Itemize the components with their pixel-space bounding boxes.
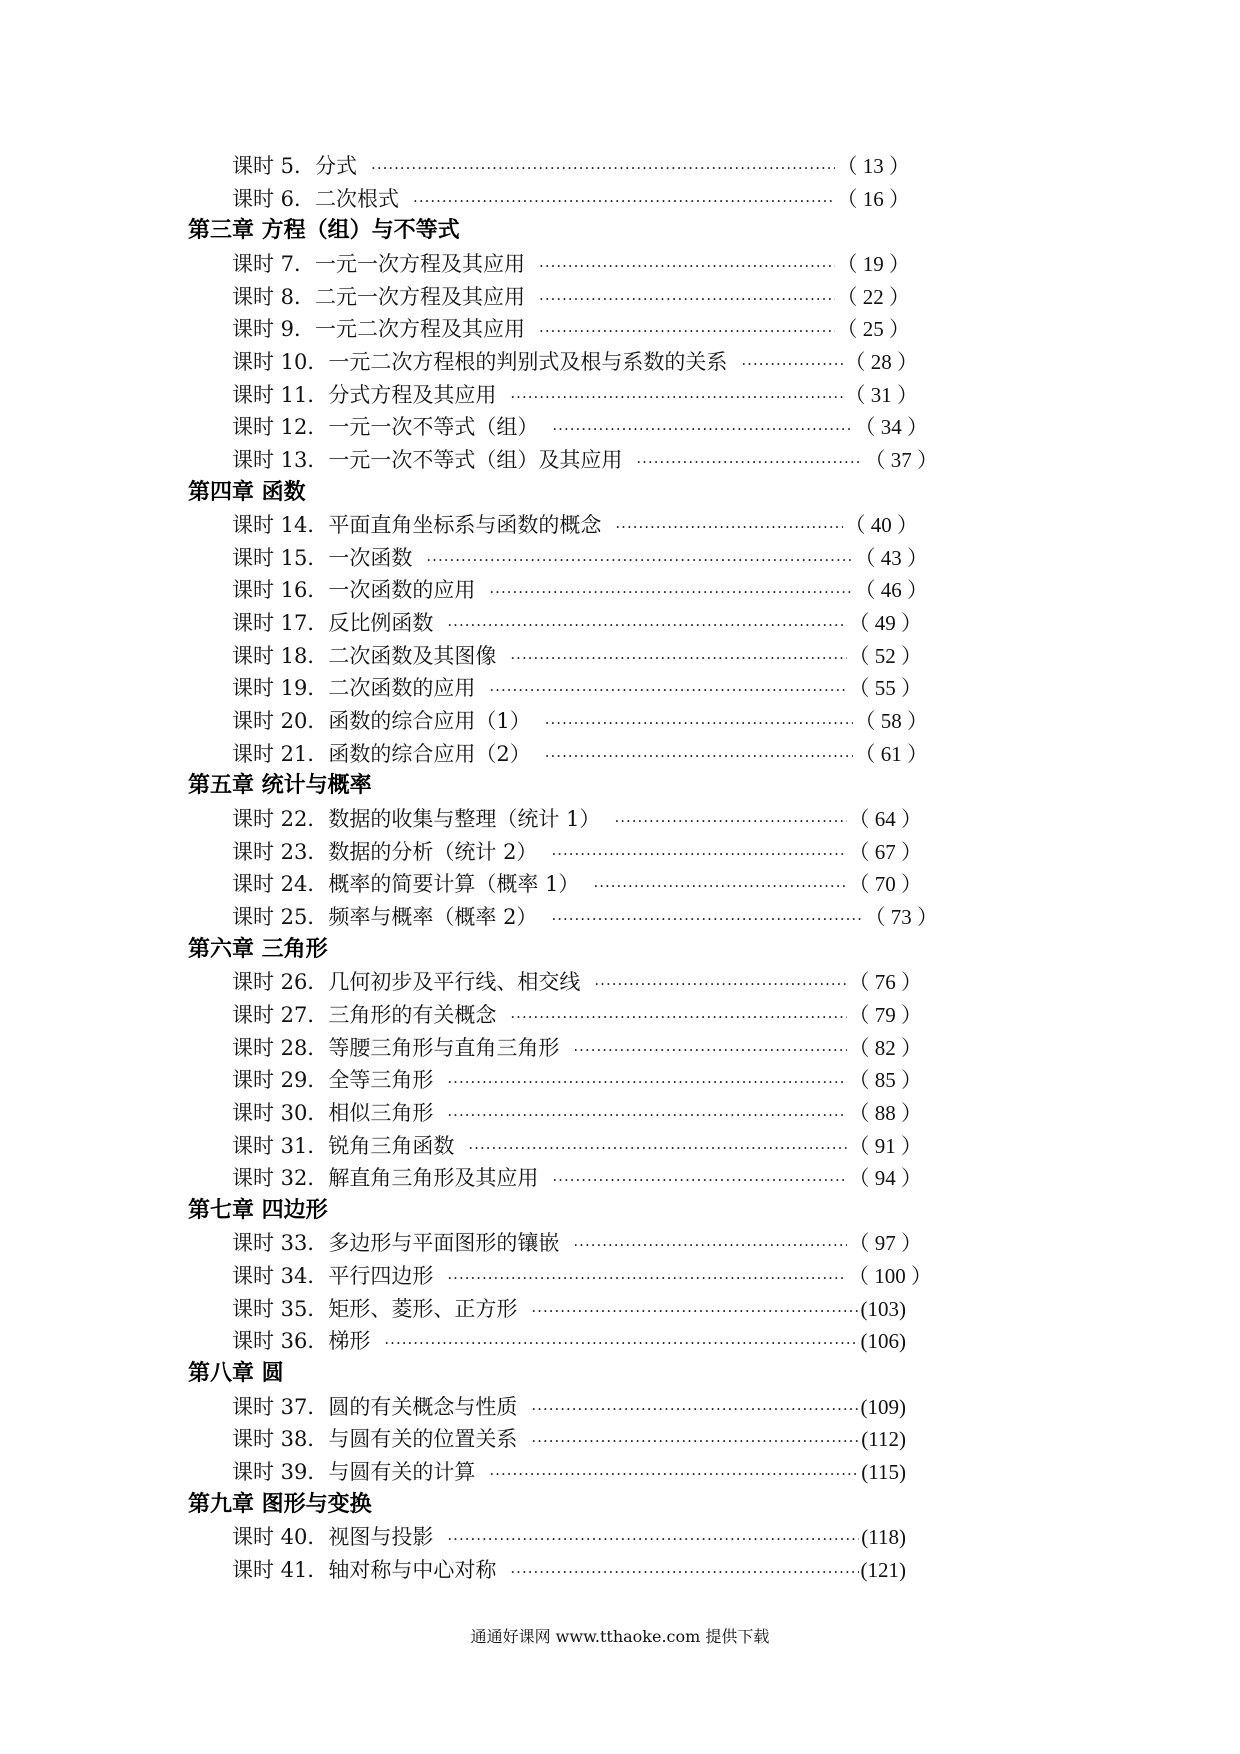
toc-entry-title: 课时 28．等腰三角形与直角三角形 — [232, 1035, 560, 1060]
toc-entry-page: （ 91 ） — [848, 1133, 922, 1158]
toc-entry-title: 课时 23．数据的分析（统计 2） — [232, 839, 538, 864]
toc-entry-page: （ 79 ） — [848, 1002, 922, 1027]
toc-entry[interactable] — [232, 999, 922, 1031]
toc-entry[interactable] — [232, 1097, 922, 1129]
toc-entry-title: 课时 17．反比例函数 — [232, 611, 434, 636]
dot-leader — [573, 1034, 846, 1066]
toc-entry-page: （ 70 ） — [848, 872, 922, 897]
toc-entry[interactable] — [232, 1456, 906, 1488]
dot-leader — [384, 1327, 858, 1359]
dot-leader — [594, 968, 846, 1000]
toc-entry-title: 课时 37．圆的有关概念与性质 — [232, 1394, 518, 1419]
dot-leader — [545, 707, 853, 739]
toc-entry-title: 课时 19．二次函数的应用 — [232, 676, 476, 701]
toc-entry-title: 课时 30．相似三角形 — [232, 1100, 434, 1125]
dot-leader — [413, 185, 834, 217]
dot-leader — [593, 870, 846, 902]
chapter-heading: 第七章 四边形 — [188, 1197, 328, 1223]
dot-leader — [551, 838, 846, 870]
toc-entry-title: 课时 34．平行四边形 — [232, 1264, 434, 1289]
dot-leader — [371, 152, 834, 184]
toc-entry[interactable] — [232, 836, 922, 868]
dot-leader — [539, 283, 834, 315]
toc-entry-page: （ 67 ） — [848, 839, 922, 864]
toc-entry[interactable] — [232, 411, 928, 443]
toc-entry-page: （ 40 ） — [844, 513, 918, 538]
toc-entry[interactable] — [232, 509, 918, 541]
toc-entry[interactable] — [232, 640, 922, 672]
dot-leader — [531, 1295, 858, 1327]
chapter-heading: 第九章 图形与变换 — [188, 1491, 372, 1517]
toc-entry-page: （ 16 ） — [836, 186, 910, 211]
dot-leader — [573, 1229, 846, 1261]
toc-entry-title: 课时 29．全等三角形 — [232, 1068, 434, 1093]
toc-entry[interactable] — [232, 313, 910, 345]
toc-entry-title: 课时 26．几何初步及平行线、相交线 — [232, 970, 581, 995]
toc-entry-page: (121) — [860, 1557, 906, 1582]
toc-entry-title: 课时 41．轴对称与中心对称 — [232, 1557, 497, 1582]
toc-entry-title: 课时 31．锐角三角函数 — [232, 1133, 455, 1158]
dot-leader — [552, 1164, 846, 1196]
dot-leader — [468, 1132, 846, 1164]
toc-entry-title: 课时 39．与圆有关的计算 — [232, 1460, 476, 1484]
toc-entry-page: （ 34 ） — [854, 415, 928, 440]
toc-entry-title: 课时 36．梯形 — [232, 1329, 371, 1354]
toc-entry-title: 课时 11．分式方程及其应用 — [232, 382, 497, 407]
dot-leader — [489, 1458, 859, 1490]
dot-leader — [489, 576, 852, 608]
dot-leader — [510, 381, 842, 413]
toc-entry[interactable] — [232, 542, 928, 574]
toc-entry-page: （ 49 ） — [848, 611, 922, 636]
toc-entry-title: 课时 10．一元二次方程根的判别式及根与系数的关系 — [232, 349, 728, 374]
dot-leader — [552, 413, 852, 445]
toc-entry-page: （ 82 ） — [848, 1035, 922, 1060]
toc-entry-page: （ 22 ） — [836, 284, 910, 309]
toc-entry-page: （ 43 ） — [854, 545, 928, 570]
toc-entry[interactable] — [232, 1293, 906, 1325]
chapter-heading: 第四章 函数 — [188, 479, 306, 505]
toc-entry-page: （ 73 ） — [864, 904, 938, 929]
toc-entry[interactable] — [232, 966, 922, 998]
toc-entry-title: 课时 27．三角形的有关概念 — [232, 1002, 497, 1027]
toc-entry-page: （ 46 ） — [854, 578, 928, 603]
toc-entry[interactable] — [232, 1554, 906, 1586]
toc-entry-title: 课时 33．多边形与平面图形的镶嵌 — [232, 1231, 560, 1256]
toc-entry[interactable] — [232, 379, 918, 411]
toc-entry[interactable] — [232, 1227, 922, 1259]
toc-entry[interactable] — [232, 803, 922, 835]
dot-leader — [447, 1066, 846, 1098]
dot-leader — [510, 1001, 846, 1033]
toc-entry[interactable] — [232, 1064, 922, 1096]
dot-leader — [615, 511, 842, 543]
toc-entry-title: 课时 25．频率与概率（概率 2） — [232, 904, 538, 929]
dot-leader — [614, 805, 846, 837]
dot-leader — [447, 1099, 846, 1131]
toc-entry-title: 课时 18．二次函数及其图像 — [232, 643, 497, 668]
toc-entry-page: (115) — [861, 1460, 906, 1484]
toc-entry[interactable] — [232, 346, 918, 378]
toc-entry-page: （ 94 ） — [848, 1166, 922, 1191]
toc-entry[interactable] — [232, 1260, 932, 1292]
toc-entry[interactable] — [232, 281, 910, 313]
toc-entry-title: 课时 21．函数的综合应用（2） — [232, 741, 531, 766]
toc-entry-page: (103) — [860, 1296, 906, 1321]
toc-entry[interactable] — [232, 672, 922, 704]
toc-entry-page: （ 61 ） — [854, 741, 928, 766]
toc-entry[interactable] — [232, 901, 938, 933]
dot-leader — [539, 315, 834, 347]
dot-leader — [741, 348, 842, 380]
toc-entry[interactable] — [232, 738, 928, 770]
toc-entry-title: 课时 14．平面直角坐标系与函数的概念 — [232, 513, 602, 538]
toc-entry-title: 课时 7．一元一次方程及其应用 — [232, 251, 526, 276]
toc-entry-page: （ 100 ） — [848, 1264, 932, 1289]
toc-entry[interactable] — [232, 150, 910, 182]
chapter-heading: 第八章 圆 — [188, 1361, 284, 1387]
dot-leader — [531, 1425, 859, 1457]
toc-entry-title: 课时 20．函数的综合应用（1） — [232, 709, 531, 734]
dot-leader — [447, 1262, 846, 1294]
toc-entry-page: （ 37 ） — [864, 447, 938, 472]
dot-leader — [531, 1393, 858, 1425]
dot-leader — [636, 446, 862, 478]
toc-entry[interactable] — [232, 1391, 906, 1423]
toc-entry-page: （ 64 ） — [848, 807, 922, 831]
toc-entry-title: 课时 6．二次根式 — [232, 186, 400, 211]
toc-entry[interactable] — [232, 248, 910, 280]
toc-entry-title: 课时 35．矩形、菱形、正方形 — [232, 1296, 518, 1321]
chapter-heading: 第三章 方程（组）与不等式 — [188, 218, 460, 244]
toc-entry-page: （ 25 ） — [836, 317, 910, 342]
toc-entry[interactable] — [232, 1423, 906, 1455]
toc-entry-page: （ 76 ） — [848, 970, 922, 995]
toc-entry-page: (106) — [860, 1329, 906, 1354]
toc-entry-page: （ 97 ） — [848, 1231, 922, 1256]
toc-entry[interactable] — [232, 1325, 906, 1357]
toc-entry-title: 课时 16．一次函数的应用 — [232, 578, 476, 603]
toc-entry-page: （ 85 ） — [848, 1068, 922, 1093]
toc-entry-page: （ 58 ） — [854, 709, 928, 734]
toc-entry-page: (118) — [861, 1525, 906, 1550]
dot-leader — [489, 674, 846, 706]
toc-entry-page: （ 52 ） — [848, 643, 922, 668]
toc-entry-page: (112) — [861, 1427, 906, 1452]
toc-entry-title: 课时 24．概率的简要计算（概率 1） — [232, 872, 580, 897]
dot-leader — [426, 544, 852, 576]
toc-entry-page: （ 88 ） — [848, 1100, 922, 1125]
toc-entry[interactable] — [232, 444, 938, 476]
toc-entry-title: 课时 15．一次函数 — [232, 545, 413, 570]
toc-entry[interactable] — [232, 607, 922, 639]
toc-entry-page: （ 31 ） — [844, 382, 918, 407]
chapter-heading: 第五章 统计与概率 — [188, 773, 372, 799]
footer-note: 通通好课网 www.tthaoke.com 提供下载 — [470, 1627, 770, 1646]
toc-entry[interactable] — [232, 705, 928, 737]
toc-entry[interactable] — [232, 1162, 922, 1194]
dot-leader — [510, 1556, 858, 1588]
dot-leader — [447, 1523, 859, 1555]
toc-entry-page: (109) — [860, 1394, 906, 1419]
toc-entry-page: （ 28 ） — [844, 349, 918, 374]
dot-leader — [551, 903, 862, 935]
dot-leader — [539, 250, 834, 282]
toc-entry-title: 课时 8．二元一次方程及其应用 — [232, 284, 526, 309]
toc-entry[interactable] — [232, 1032, 922, 1064]
toc-entry-title: 课时 5．分式 — [232, 154, 358, 178]
dot-leader — [545, 740, 853, 772]
toc-entry-page: （ 13 ） — [836, 154, 910, 178]
toc-entry-title: 课时 13．一元一次不等式（组）及其应用 — [232, 447, 623, 472]
toc-entry[interactable] — [232, 574, 928, 606]
toc-entry-title: 课时 38．与圆有关的位置关系 — [232, 1427, 518, 1452]
toc-entry-title: 课时 12．一元一次不等式（组） — [232, 415, 539, 440]
toc-entry-title: 课时 22．数据的收集与整理（统计 1） — [232, 807, 601, 831]
toc-entry-title: 课时 32．解直角三角形及其应用 — [232, 1166, 539, 1191]
dot-leader — [510, 642, 846, 674]
toc-entry[interactable] — [232, 1130, 922, 1162]
toc-entry-title: 课时 40．视图与投影 — [232, 1525, 434, 1550]
toc-entry-title: 课时 9．一元二次方程及其应用 — [232, 317, 526, 342]
toc-entry-page: （ 55 ） — [848, 676, 922, 701]
dot-leader — [447, 609, 846, 641]
toc-entry[interactable] — [232, 183, 910, 215]
toc-entry[interactable] — [232, 868, 922, 900]
chapter-heading: 第六章 三角形 — [188, 936, 328, 962]
toc-entry[interactable] — [232, 1521, 906, 1553]
toc-entry-page: （ 19 ） — [836, 251, 910, 276]
